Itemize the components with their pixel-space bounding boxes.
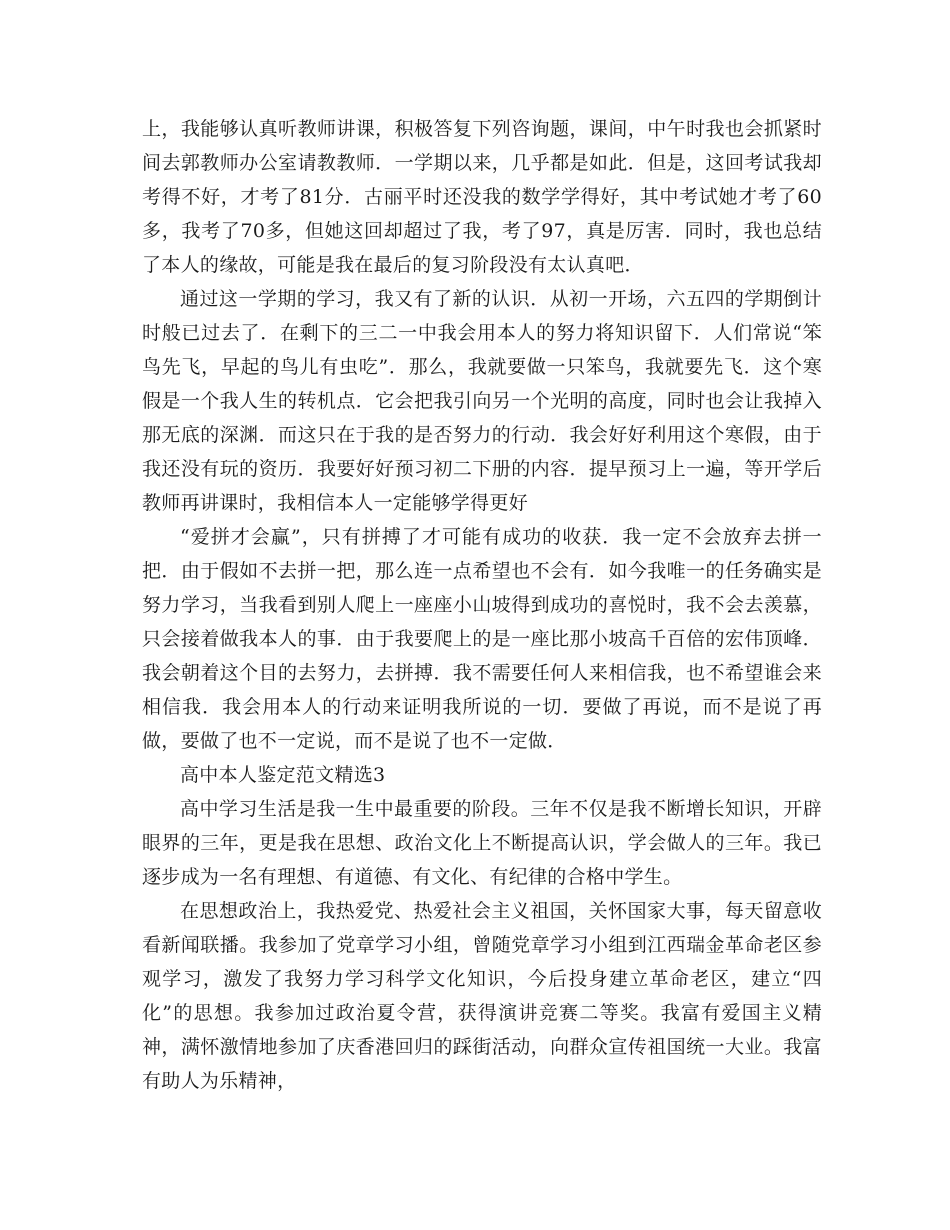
paragraph-3: “爱拼才会赢”，只有拼搏了才可能有成功的收获．我一定不会放弃去拼一把．由于假如不去拼一把，那么连一点希望也不会有．如今我唯一的任务确实是努力学习，当我看到别人爬上一座座小山坡得到成功的喜悦时，我不会去羡慕，只会接着做我本人的事．由于我要爬上的是一座比那小坡高千百倍的宏伟顶峰．我会朝着这个目的去努力，去拼搏．我不需要任何人来相信我，也不希望谁会来相信我．我会用本人的行动来证明我所说的一切．要做了再说，而不是说了再做，要做了也不一定说，而不是说了也不一定做． bbox=[142, 526, 822, 752]
paragraph-5: 在思想政治上，我热爱党、热爱社会主义祖国，关怀国家大事，每天留意收看新闻联播。我参加了党章学习小组，曾随党章学习小组到江西瑞金革命老区参观学习，激发了我努力学习科学文化知识，今后投身建立革命老区，建立“四化”的思想。我参加过政治夏令营，获得演讲竞赛二等奖。我富有爱国主义精神，满怀激情地参加了庆香港回归的踩街活动，向群众宣传祖国统一大业。我富有助人为乐精神， bbox=[142, 900, 822, 1092]
paragraph-1: 上，我能够认真听教师讲课，积极答复下列咨询题，课间，中午时我也会抓紧时间去郭教师办公室请教教师．一学期以来，几乎都是如此．但是，这回考试我却考得不好，才考了81分．古丽平时还没我的数学学得好，其中考试她才考了60多，我考了70多，但她这回却超过了我，考了97，真是厉害．同时，我也总结了本人的缘故，可能是我在最后的复习阶段没有太认真吧． bbox=[142, 118, 822, 276]
section-heading: 高中本人鉴定范文精选3 bbox=[180, 764, 386, 786]
document-body bbox=[142, 112, 822, 1098]
paragraph-2: 通过这一学期的学习，我又有了新的认识．从初一开场，六五四的学期倒计时般已过去了．在剩下的三二一中我会用本人的努力将知识留下．人们常说“笨鸟先飞，早起的鸟儿有虫吃”．那么，我就要做一只笨鸟，我就要先飞．这个寒假是一个我人生的转机点．它会把我引向另一个光明的高度，同时也会让我掉入那无底的深渊．而这只在于我的是否努力的行动．我会好好利用这个寒假，由于我还没有玩的资历．我要好好预习初二下册的内容．提早预习上一遍，等开学后教师再讲课时，我相信本人一定能够学得更好 bbox=[142, 288, 822, 514]
paragraph-4: 高中学习生活是我一生中最重要的阶段。三年不仅是我不断增长知识，开辟眼界的三年，更是我在思想、政治文化上不断提高认识，学会做人的三年。我已逐步成为一名有理想、有道德、有文化、有纪律的合格中学生。 bbox=[142, 798, 822, 888]
